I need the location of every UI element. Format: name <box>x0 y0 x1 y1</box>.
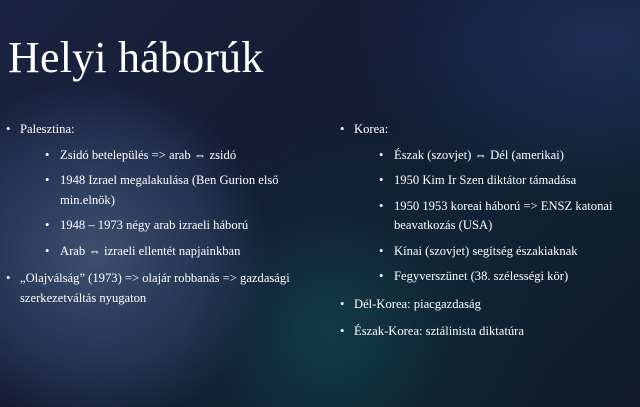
bullet-palestine <box>6 120 326 261</box>
bullet-south-korea: • Dél-Korea: piacgazdaság <box>340 295 636 315</box>
sub-bullet: • Észak (szovjet) ⇔ Dél (amerikai) <box>354 146 636 166</box>
sub-bullet: • Zsidó betelepülés => arab ⇔ zsidó <box>20 146 326 166</box>
bullet-oil-crisis: • „Olajválság” (1973) => olajár robbanás => gazdasági szerkezetváltás nyugaton <box>6 269 326 308</box>
sub-bullet: • 1948 Izrael megalakulása (Ben Gurion első min.elnök) <box>20 171 326 210</box>
bullet-text: Palesztina: <box>20 122 75 136</box>
sub-bullet: • 1950 1953 koreai háború => ENSZ katonai beavatkozás (USA) <box>354 197 636 236</box>
sub-bullet: • Kínai (szovjet) segítség északiaknak <box>354 242 636 262</box>
bullet-north-korea: • Észak-Korea: sztálinista diktatúra <box>340 322 636 342</box>
sub-bullet: • 1948 – 1973 négy arab izraeli háború <box>20 216 326 236</box>
sub-bullet: • Arab ⇔ izraeli ellentét napjainkban <box>20 242 326 262</box>
slide-title: Helyi háborúk <box>8 33 264 82</box>
bullet-text: Korea: <box>354 122 389 136</box>
sublist-palestine <box>20 146 326 262</box>
sublist-korea <box>354 146 636 287</box>
left-column <box>6 120 326 316</box>
bullet-korea <box>340 120 636 287</box>
right-column <box>340 120 636 350</box>
sub-bullet: • 1950 Kim Ir Szen diktátor támadása <box>354 171 636 191</box>
sub-bullet: • Fegyverszünet (38. szélességi kör) <box>354 267 636 287</box>
